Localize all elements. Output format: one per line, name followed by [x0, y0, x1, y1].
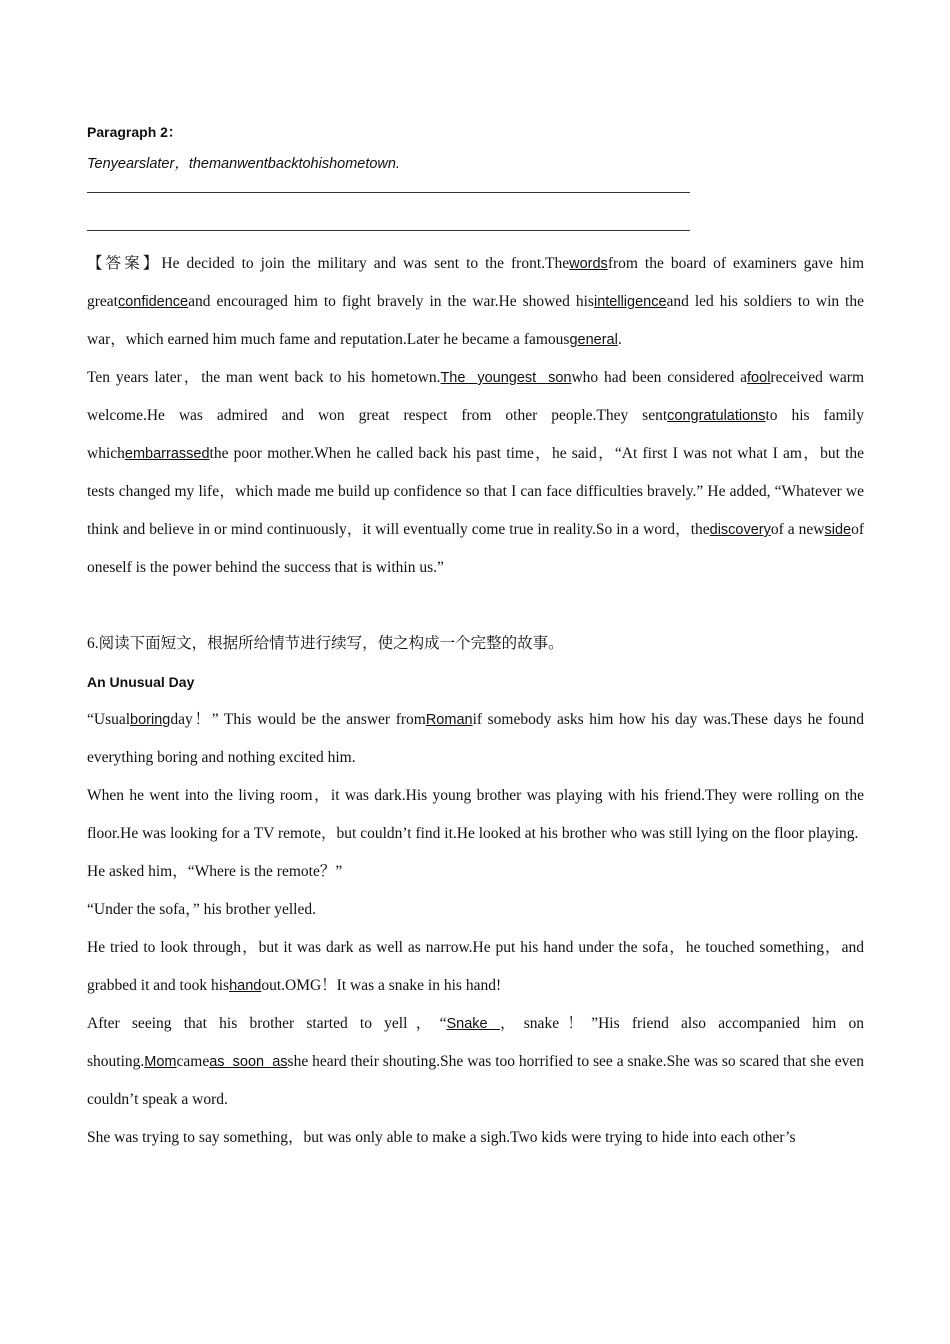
story-paragraph-7: She was trying to say something，but was only able to make a sigh.Two kids were trying to hide into each other’s: [87, 1129, 796, 1146]
underlined-word: Mom: [144, 1054, 177, 1070]
document-page: [87, 118, 864, 1157]
underlined-word: Snake: [446, 1016, 500, 1032]
answer-paragraph-1: 【答案】He decided to join the military and was sent to the front.Thewordsfrom the board of examiners gave him greatconfidenceand encouraged him to fight bravely in the war.He showed hisintelligenceand led his soldiers to win the war，which earned him much fame and reputation.Later he became a famousgeneral.: [87, 255, 864, 348]
underlined-word: general: [569, 332, 618, 348]
story-paragraph-5: He tried to look through，but it was dark as well as narrow.He put his hand under the sofa，he touched something，and grabbed it and took hishandout.OMG！It was a snake in his hand!: [87, 939, 864, 994]
underlined-word: as soon as: [209, 1054, 288, 1070]
underlined-word: fool: [747, 370, 771, 386]
underlined-word: hand: [229, 978, 262, 994]
underlined-word: boring: [130, 712, 171, 728]
underlined-word: The youngest son: [440, 370, 572, 386]
underlined-word: words: [569, 256, 608, 272]
paragraph2-prompt: Tenyearslater，themanwentbacktohishometown.: [87, 156, 400, 172]
question6-instruction: 6.阅读下面短文，根据所给情节进行续写，使之构成一个完整的故事。: [87, 635, 564, 652]
underlined-word: congratulations: [667, 408, 766, 424]
underlined-word: side: [824, 522, 852, 538]
writing-line-1[interactable]: [87, 192, 690, 193]
story-paragraph-3: He asked him，“Where is the remote？”: [87, 863, 343, 880]
story-paragraph-1: “Usualboringday！” This would be the answer fromRomanif somebody asks him how his day was.These days he found everything boring and nothing excited him.: [87, 711, 864, 766]
underlined-word: embarrassed: [124, 446, 210, 462]
underlined-word: Roman: [425, 712, 473, 728]
story-paragraph-2: When he went into the living room，it was dark.His young brother was playing with his friend.They were rolling on the floor.He was looking for a TV remote，but couldn’t find it.He looked at his brother who was still lying on the floor playing.: [87, 787, 864, 842]
paragraph2-heading: Paragraph 2：: [87, 124, 182, 140]
story-paragraph-6: After seeing that his brother started to yell，“Snake ，snake！”His friend also accompanied him on shouting.Momcameas soon asshe heard their shouting.She was too horrified to see a snake.She was so scared that she even couldn’t speak a word.: [87, 1015, 865, 1108]
underlined-word: intelligence: [593, 294, 667, 310]
answer-paragraph-2: Ten years later，the man went back to his hometown.The youngest sonwho had been considered afoolreceived warm welcome.He was admired and won great respect from other people.They sentcongratulationsto his family whichembarrassedthe poor mother.When he called back his past time，he said，“At first I was not what I am，but the tests changed my life，which made me build up confidence so that I can face difficulties bravely.” He added, “Whatever we think and believe in or mind continuously，it will eventually come true in reality.So in a word，thediscoveryof a newsideof oneself is the power behind the success that is within us.”: [87, 369, 865, 576]
story-title: An Unusual Day: [87, 674, 195, 690]
underlined-word: discovery: [709, 522, 771, 538]
story-paragraph-4: “Under the sofa，” his brother yelled.: [87, 901, 316, 918]
underlined-word: confidence: [117, 294, 189, 310]
